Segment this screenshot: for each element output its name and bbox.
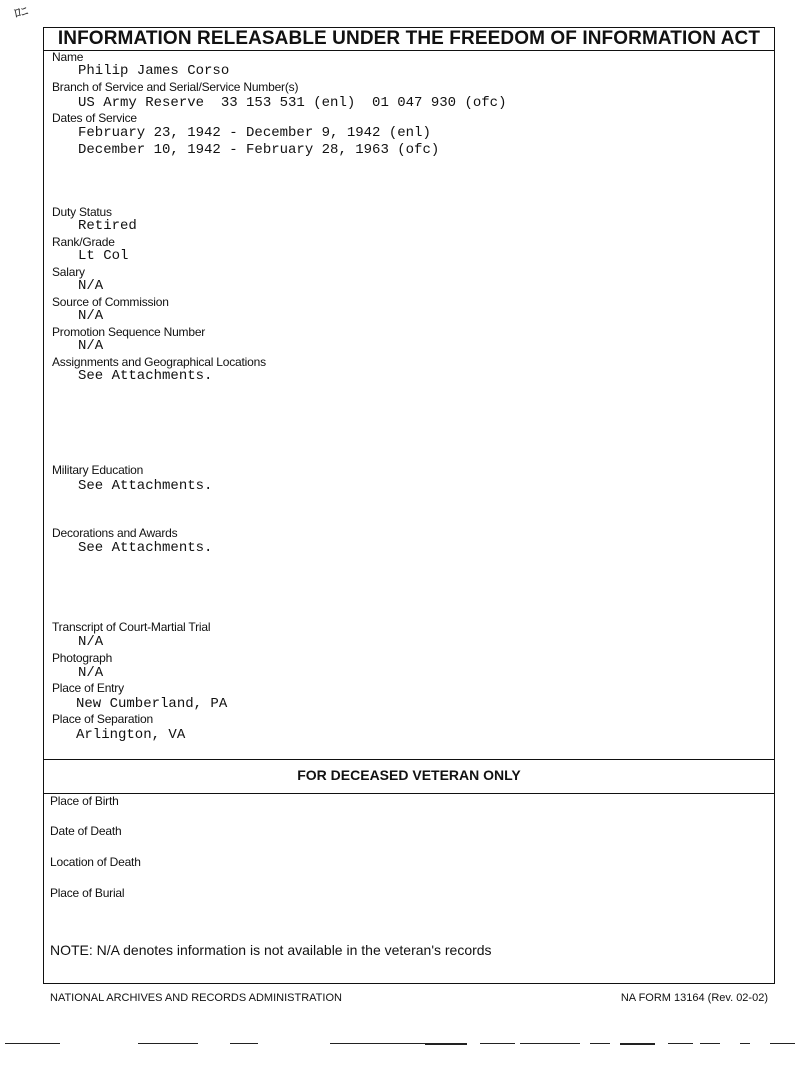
court-martial-value: N/A <box>78 634 104 650</box>
na-note: NOTE: N/A denotes information is not available in the veteran's records <box>50 942 492 958</box>
form-number-footer: NA FORM 13164 (Rev. 02-02) <box>620 992 768 1004</box>
promotion-label: Promotion Sequence Number <box>52 325 206 339</box>
source-commission-label: Source of Commission <box>52 295 169 309</box>
form-title: INFORMATION RELEASABLE UNDER THE FREEDOM OF INFORMATION ACT <box>57 28 761 49</box>
agency-footer: NATIONAL ARCHIVES AND RECORDS ADMINISTRATION <box>50 992 342 1004</box>
court-martial-label: Transcript of Court-Martial Trial <box>52 620 211 634</box>
name-value: Philip James Corso <box>78 63 230 79</box>
salary-label: Salary <box>52 265 85 279</box>
source-commission-value: N/A <box>78 308 104 324</box>
deceased-bottom-rule <box>43 793 775 794</box>
photograph-label: Photograph <box>52 651 113 665</box>
military-education-label: Military Education <box>52 463 144 477</box>
date-death-label: Date of Death <box>50 824 122 838</box>
place-entry-label: Place of Entry <box>52 681 124 695</box>
duty-status-value: Retired <box>78 218 137 234</box>
handwritten-corner-mark: ﾛﾆ <box>12 3 30 23</box>
place-birth-label: Place of Birth <box>50 794 119 808</box>
branch-label: Branch of Service and Serial/Service Number(s) <box>52 80 299 94</box>
promotion-value: N/A <box>78 338 104 354</box>
assignments-label: Assignments and Geographical Locations <box>52 355 266 369</box>
rank-label: Rank/Grade <box>52 235 115 249</box>
place-burial-label: Place of Burial <box>50 886 125 900</box>
decorations-label: Decorations and Awards <box>52 526 178 540</box>
title-rule <box>44 50 774 51</box>
assignments-value: See Attachments. <box>78 368 213 384</box>
location-death-label: Location of Death <box>50 855 141 869</box>
place-separation-label: Place of Separation <box>52 712 153 726</box>
duty-status-label: Duty Status <box>52 205 112 219</box>
dates-label: Dates of Service <box>52 111 137 125</box>
place-separation-value: Arlington, VA <box>76 727 186 743</box>
dates-value-officer: December 10, 1942 - February 28, 1963 (ofc) <box>78 142 440 158</box>
name-label: Name <box>52 50 84 64</box>
photograph-value: N/A <box>78 665 104 681</box>
decorations-value: See Attachments. <box>78 540 213 556</box>
form-border <box>43 27 775 984</box>
salary-value: N/A <box>78 278 104 294</box>
place-entry-value: New Cumberland, PA <box>76 696 228 712</box>
dates-value-enlisted: February 23, 1942 - December 9, 1942 (enl) <box>78 125 431 141</box>
military-education-value: See Attachments. <box>78 478 213 494</box>
scan-dash-row <box>0 1043 800 1045</box>
deceased-top-rule <box>43 759 775 760</box>
deceased-heading: FOR DECEASED VETERAN ONLY <box>297 767 521 783</box>
branch-value: US Army Reserve 33 153 531 (enl) 01 047 930 (ofc) <box>78 95 507 111</box>
rank-value: Lt Col <box>78 248 129 264</box>
